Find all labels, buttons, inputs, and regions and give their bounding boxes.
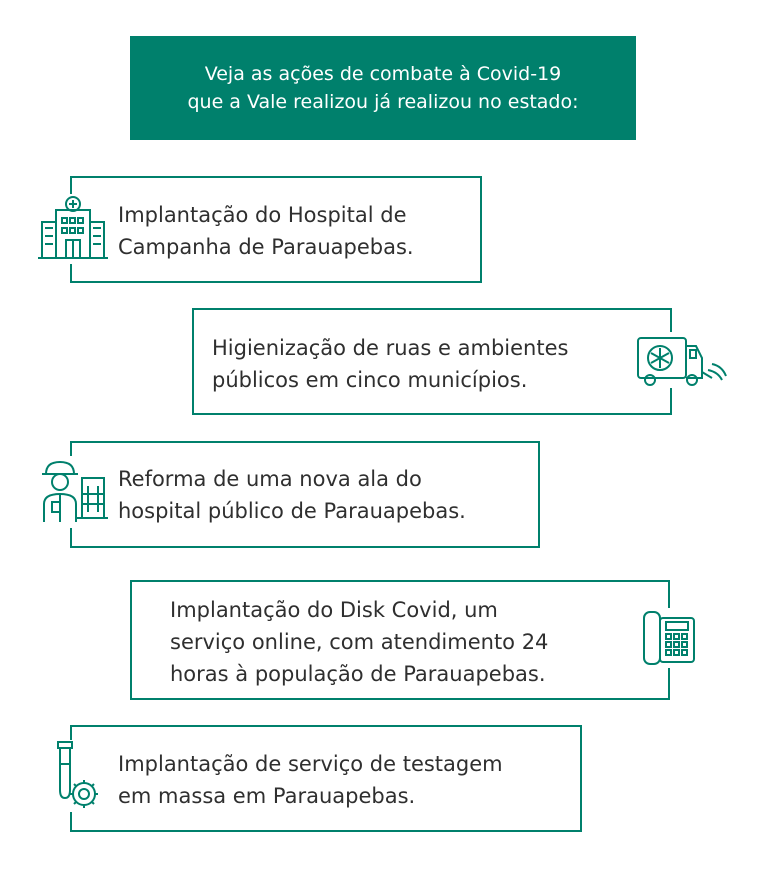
action-2-line-2: públicos em cinco municípios. bbox=[212, 368, 528, 392]
action-text-1 bbox=[118, 199, 414, 263]
action-5-line-1: Implantação de serviço de testagem bbox=[118, 752, 503, 776]
telephone-icon bbox=[638, 608, 700, 668]
test-tube-virus-icon bbox=[50, 740, 106, 812]
action-5-line-2: em massa em Parauapebas. bbox=[118, 784, 416, 808]
street-cleaner-truck-icon bbox=[632, 332, 728, 388]
action-1-line-1: Implantação do Hospital de bbox=[118, 203, 407, 227]
action-3-line-1: Reforma de uma nova ala do bbox=[118, 467, 422, 491]
header-line-2: que a Vale realizou já realizou no estado: bbox=[187, 91, 579, 113]
construction-worker-icon bbox=[38, 456, 110, 528]
action-4-line-2: serviço online, com atendimento 24 bbox=[170, 630, 549, 654]
action-3-line-2: hospital público de Parauapebas. bbox=[118, 499, 466, 523]
action-4-line-1: Implantação do Disk Covid, um bbox=[170, 598, 498, 622]
action-text-5 bbox=[118, 748, 503, 812]
action-2-line-1: Higienização de ruas e ambientes bbox=[212, 336, 569, 360]
action-text-4 bbox=[170, 594, 548, 690]
action-text-3 bbox=[118, 463, 466, 527]
action-4-line-3: horas à população de Parauapebas. bbox=[170, 662, 546, 686]
header-banner bbox=[130, 36, 636, 140]
action-text-2 bbox=[212, 332, 568, 396]
hospital-icon bbox=[38, 194, 108, 264]
header-line-1: Veja as ações de combate à Covid-19 bbox=[204, 63, 562, 85]
action-1-line-2: Campanha de Parauapebas. bbox=[118, 235, 414, 259]
